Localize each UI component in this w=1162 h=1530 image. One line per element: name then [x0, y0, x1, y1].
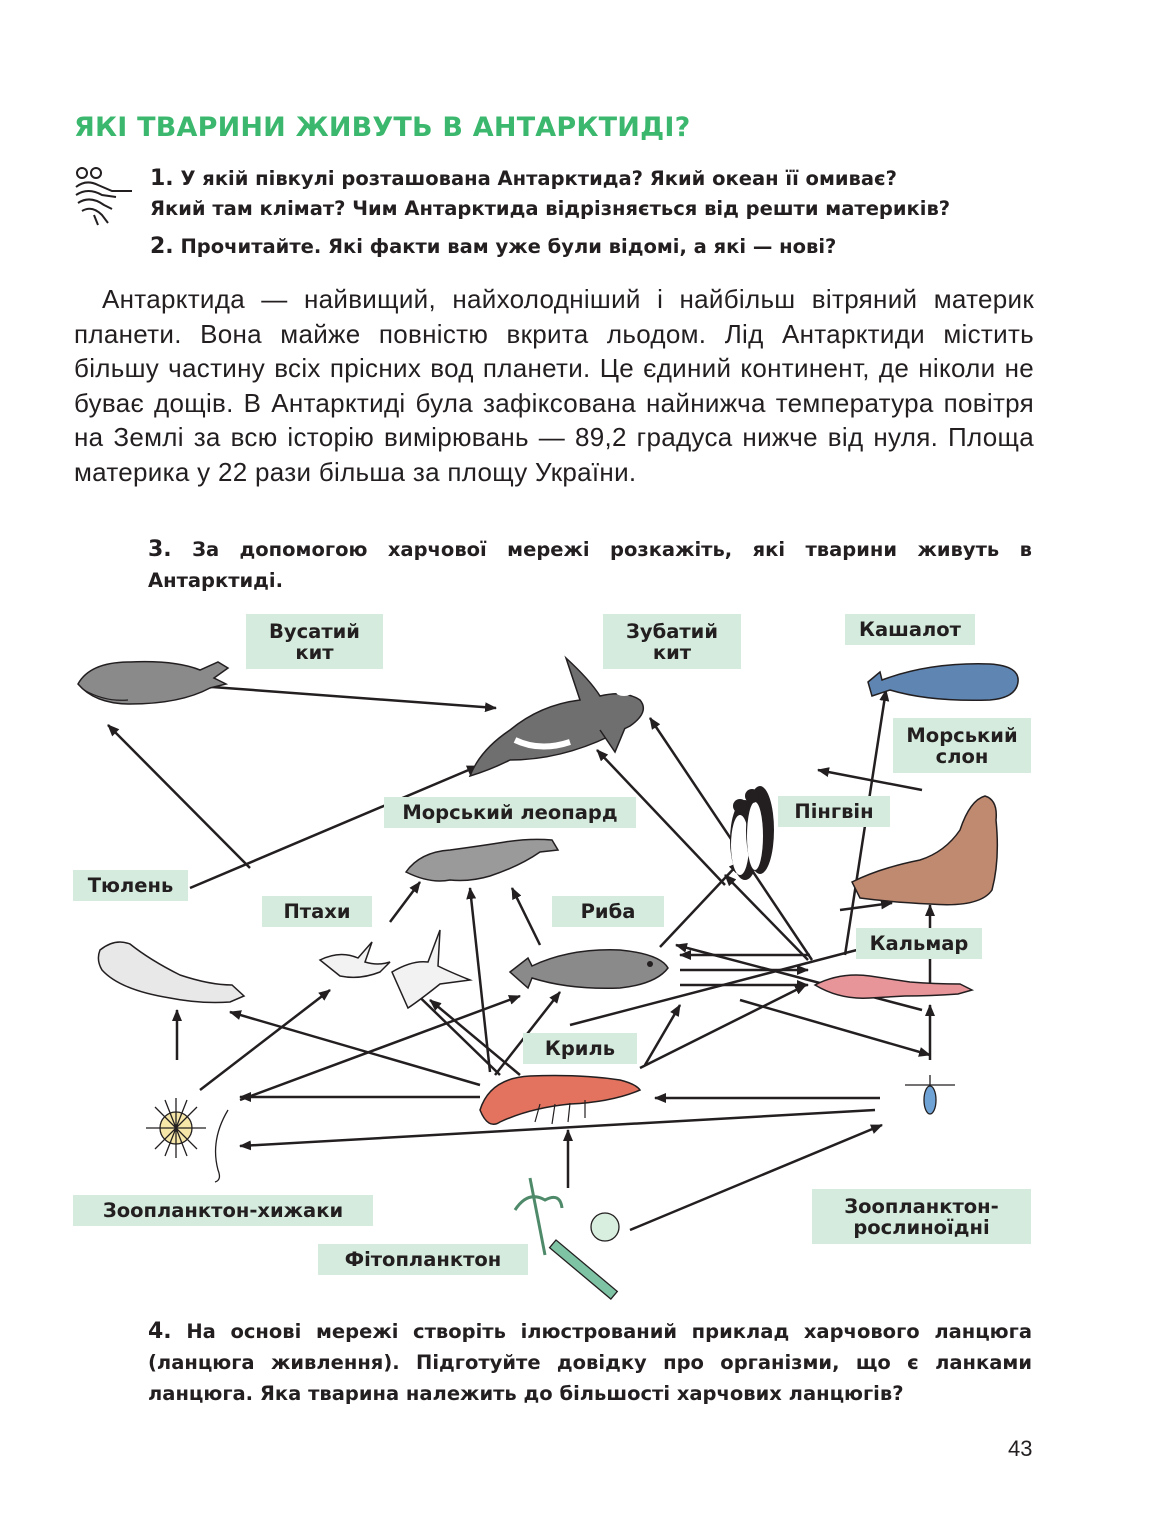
label-sperm-whale: Кашалот — [845, 614, 975, 645]
krill-illustration — [480, 1076, 640, 1125]
squid-illustration — [815, 975, 972, 998]
sperm-whale-illustration — [868, 664, 1018, 700]
question-1-number: 1. — [150, 166, 174, 191]
label-predatory-zooplankton: Зоопланктон-хижаки — [73, 1195, 373, 1226]
label-birds: Птахи — [262, 896, 372, 927]
leopard-seal-illustration — [406, 839, 558, 881]
question-3-text: За допомогою харчової мережі розкажіть, які тварини живуть в Антарктиді. — [148, 538, 1032, 592]
arrow — [640, 985, 806, 1068]
fish-illustration — [510, 950, 668, 988]
label-squid: Кальмар — [856, 928, 982, 959]
arrow — [470, 888, 490, 1072]
arrow — [390, 882, 420, 922]
arrow — [240, 1110, 875, 1146]
phytoplankton-illustration — [515, 1178, 619, 1299]
birds-illustration — [320, 930, 470, 1008]
arrow — [230, 1012, 480, 1085]
page-title: ЯКІ ТВАРИНИ ЖИВУТЬ В АНТАРКТИДІ? — [74, 112, 691, 143]
herbivorous-zooplankton-illustration — [905, 1075, 955, 1114]
label-seal: Тюлень — [73, 870, 188, 901]
arrow — [660, 862, 740, 947]
arrow — [725, 875, 808, 960]
question-2-text: Прочитайте. Які факти вам уже були відомі, а які — нові? — [180, 235, 837, 258]
label-penguin: Пінгвін — [778, 796, 890, 827]
question-4-text: На основі мережі створіть ілюстрований приклад харчового ланцюга (ланцюга живлення). Підготуйте довідку про організми, що є ланками ланцюга. Яка тварина належить до більшості харчових ланцюгів? — [148, 1320, 1032, 1405]
penguin-illustration — [730, 786, 774, 880]
baleen-whale-illustration — [78, 662, 228, 704]
question-4 — [148, 1316, 1032, 1409]
question-1-text-line-1: У якій півкулі розташована Антарктида? Який океан її омиває? — [180, 167, 897, 190]
question-4-number: 4. — [148, 1319, 172, 1344]
seal-illustration — [98, 942, 244, 1003]
label-baleen-whale: Вусатий кит — [246, 614, 383, 669]
orca-illustration — [470, 658, 643, 776]
arrow — [512, 888, 540, 945]
question-1-line-2: Який там клімат? Чим Антарктида відрізняється від решти материків? — [150, 197, 951, 220]
arrow — [430, 1000, 520, 1075]
label-toothed-whale: Зубатий кит — [603, 614, 741, 669]
label-elephant-seal: Морський слон — [893, 718, 1031, 773]
question-3-number: 3. — [148, 537, 172, 562]
label-herbivorous-zooplankton: Зоопланктон- рослиноїдні — [812, 1189, 1031, 1244]
label-krill: Криль — [523, 1033, 637, 1064]
arrow — [840, 903, 892, 910]
predatory-zooplankton-illustration — [146, 1098, 228, 1182]
label-fish: Риба — [552, 896, 664, 927]
arrow — [108, 725, 250, 868]
intro-paragraph: Антарктида — найвищий, найхолодніший і найбільш вітряний материк планети. Вона майже повністю вкрита льодом. Лід Антарктиди містить більшу частину всіх прісних вод планети. Це єдиний континент, де ніколи не буває дощів. В Антарктиді була зафіксована найнижча температура повітря на Землі за всю історію вимірювань — 89,2 градуса нижче від нуля. Площа материка у 22 рази більша за площу України. — [74, 284, 1034, 487]
question-2-number: 2. — [150, 234, 174, 259]
label-phytoplankton: Фітопланктон — [318, 1244, 528, 1275]
page-number: 43 — [1008, 1436, 1033, 1461]
arrow — [212, 687, 496, 708]
food-web-arrows — [108, 687, 930, 1230]
arrow — [740, 1000, 930, 1055]
label-leopard-seal: Морський леопард — [384, 797, 636, 828]
